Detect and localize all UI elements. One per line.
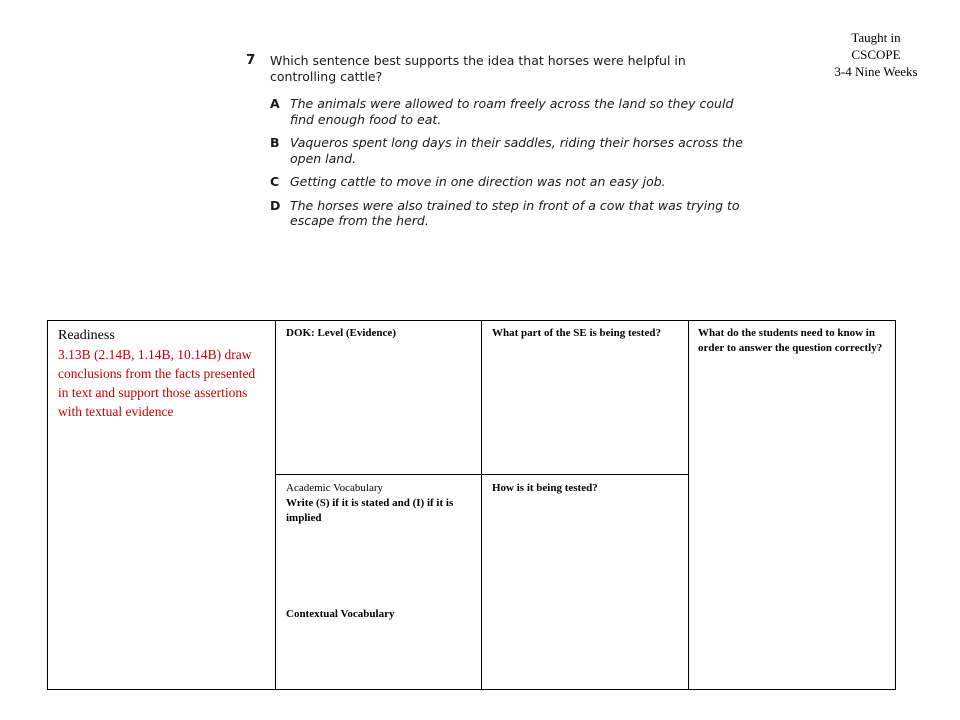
part-tested-label: What part of the SE is being tested? [492, 327, 661, 339]
how-tested-cell [482, 475, 688, 502]
readiness-standard: 3.13B (2.14B, 1.14B, 10.14B) draw conclusions from the facts presented in text and support those assertions with textual evidence [58, 347, 256, 419]
answer-option-a [246, 96, 746, 127]
taught-line-3: 3-4 Nine Weeks [834, 64, 918, 79]
question-header [246, 53, 746, 84]
option-text: The horses were also trained to step in front of a cow that was trying to escape from the herd. [290, 197, 740, 228]
table-divider [688, 320, 689, 689]
answer-option-b [246, 135, 746, 166]
contextual-vocab-label: Contextual Vocabulary [286, 608, 395, 620]
taught-in-note [812, 29, 940, 80]
option-text: Getting cattle to move in one direction was not an easy job. [290, 174, 666, 189]
question-block [246, 53, 746, 237]
answer-option-c [246, 174, 746, 190]
option-text: Vaqueros spent long days in their saddles, riding their horses across the open land. [290, 135, 743, 166]
need-to-know-cell [688, 320, 896, 362]
part-tested-cell [482, 320, 688, 347]
how-tested-label: How is it being tested? [492, 482, 598, 494]
answer-option-d [246, 198, 746, 229]
readiness-cell [48, 320, 276, 427]
need-to-know-label: What do the students need to know in order to answer the question correctly? [698, 327, 883, 354]
option-letter: B [270, 135, 280, 150]
readiness-title: Readiness [58, 328, 115, 343]
contextual-vocab-cell [276, 601, 482, 628]
option-text: The animals were allowed to roam freely across the land so they could find enough food to eat. [290, 96, 734, 127]
taught-line-2: CSCOPE [851, 47, 901, 62]
dok-label: DOK: Level (Evidence) [286, 327, 396, 339]
taught-line-1: Taught in [851, 30, 901, 45]
dok-cell [276, 320, 482, 347]
question-stem: Which sentence best supports the idea that horses were helpful in controlling cattle? [270, 53, 686, 84]
option-letter: A [270, 96, 280, 111]
analysis-table [47, 320, 896, 690]
option-letter: D [270, 197, 281, 213]
academic-vocab-title: Academic Vocabulary [286, 482, 384, 494]
option-letter: C [270, 174, 280, 189]
question-number: 7 [246, 52, 256, 68]
academic-vocab-cell [276, 475, 482, 532]
academic-vocab-note: Write (S) if it is stated and (I) if it is implied [286, 497, 454, 524]
